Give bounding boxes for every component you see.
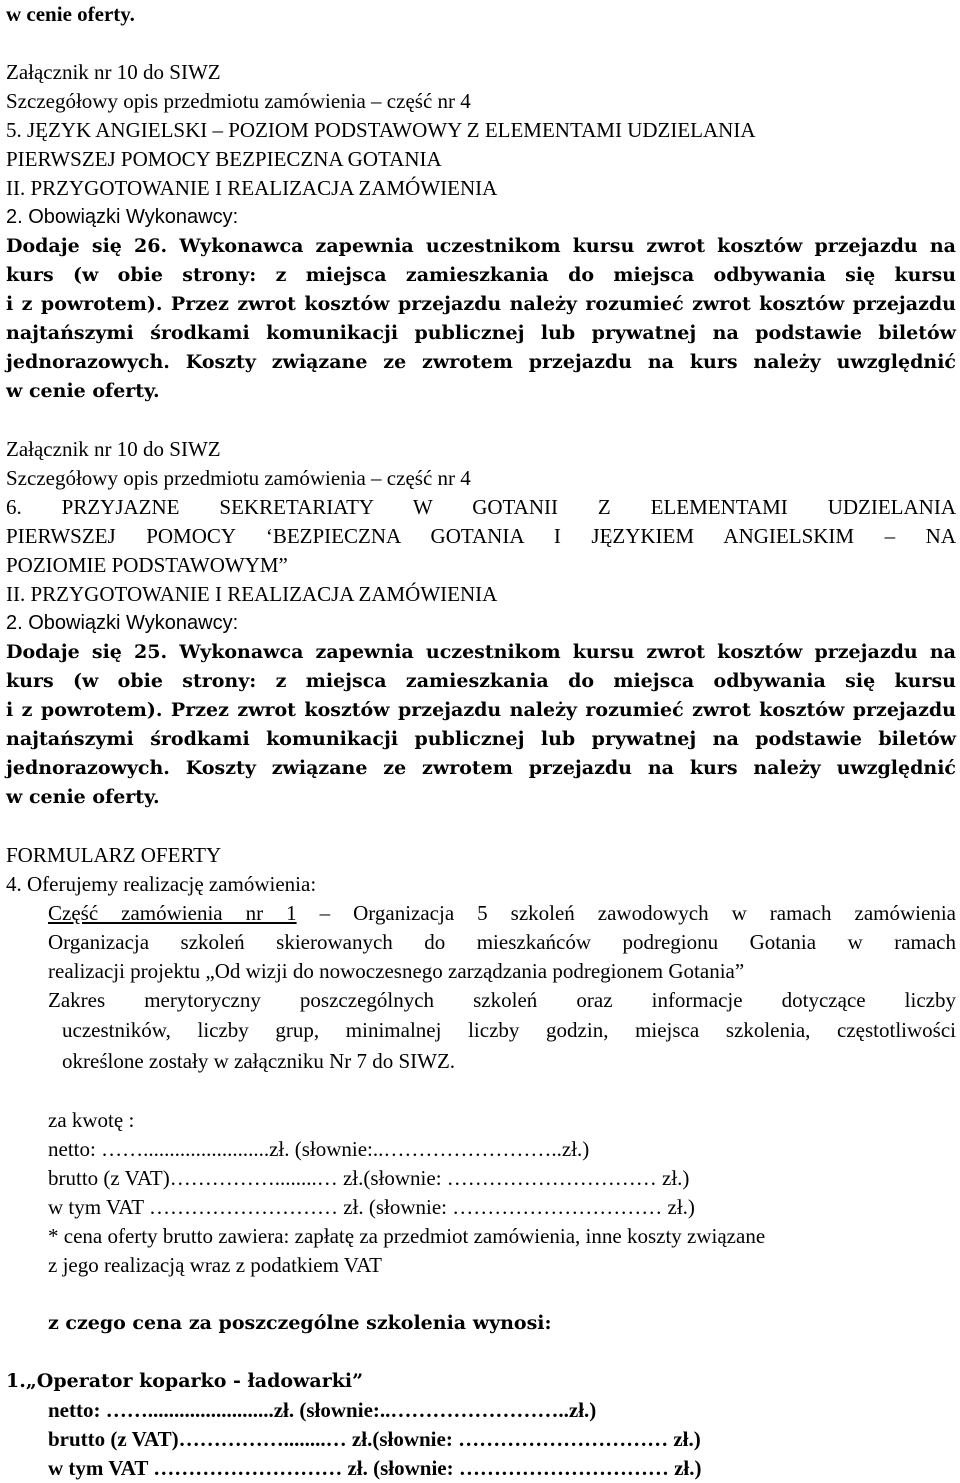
- vat-line: w tym VAT ……………………… zł. (słownie: ………………………… zł.): [48, 1195, 695, 1219]
- spacer: [6, 29, 956, 58]
- scope-line: określone zostały w załączniku Nr 7 do SIWZ.: [62, 1049, 456, 1073]
- annex-label: Załącznik nr 10 do SIWZ: [6, 437, 221, 461]
- spacer: [6, 812, 956, 841]
- section-title-line: PIERWSZEJ POMOCY ‘BEZPIECZNA GOTANIA I JĘZYKIEM ANGIELSKIM – NA: [6, 524, 956, 548]
- obligations-heading: 2. Obowiązki Wykonawcy:: [6, 612, 239, 634]
- spacer: [6, 1280, 956, 1309]
- brutto-line: brutto (z VAT)……………........… zł.(słownie: ………………………… zł.): [48, 1166, 690, 1190]
- para-line: kurs (w obie strony: z miejsca zamieszkania do miejsca odbywania się kursu: [6, 264, 956, 286]
- training-netto-line: netto: ……........................zł. (słownie:..……………………..zł.): [48, 1398, 597, 1422]
- chapter-heading: II. PRZYGOTOWANIE I REALIZACJA ZAMÓWIENIA: [6, 582, 498, 606]
- para-line: i z powrotem). Przez zwrot kosztów przejazdu należy rozumieć zwrot kosztów przejazdu: [6, 699, 956, 721]
- document-page: [6, 0, 956, 1483]
- section-title-line: 5. JĘZYK ANGIELSKI – POZIOM PODSTAWOWY Z ELEMENTAMI UDZIELANIA: [6, 118, 756, 142]
- para-line: najtańszymi środkami komunikacji publicznej lub prywatnej na podstawie biletów: [6, 322, 956, 344]
- note-line: z jego realizacją wraz z podatkiem VAT: [48, 1253, 382, 1277]
- para-line: Dodaje się 26. Wykonawca zapewnia uczestnikom kursu zwrot kosztów przejazdu na: [6, 235, 956, 257]
- breakdown-title: z czego cena za poszczególne szkolenia wynosi:: [48, 1312, 552, 1334]
- section-title-line: PIERWSZEJ POMOCY BEZPIECZNA GOTANIA: [6, 147, 442, 171]
- para-line: kurs (w obie strony: z miejsca zamieszkania do miejsca odbywania się kursu: [6, 670, 956, 692]
- netto-line: netto: ……........................zł. (słownie:..……………………..zł.): [48, 1137, 590, 1161]
- section-title-line: 6. PRZYJAZNE SEKRETARIATY W GOTANII Z ELEMENTAMI UDZIELANIA: [6, 495, 956, 519]
- para-line: Dodaje się 25. Wykonawca zapewnia uczestnikom kursu zwrot kosztów przejazdu na: [6, 641, 956, 663]
- spec-label: Szczegółowy opis przedmiotu zamówienia – część nr 4: [6, 466, 471, 490]
- part-label: Część zamówienia nr 1: [48, 901, 297, 925]
- para-line: jednorazowych. Koszty związane ze zwrotem przejazdu na kurs należy uwzględnić: [6, 757, 956, 779]
- section-title-line: POZIOMIE PODSTAWOWYM”: [6, 553, 288, 577]
- price-label: za kwotę :: [48, 1108, 135, 1132]
- para-line: jednorazowych. Koszty związane ze zwrotem przejazdu na kurs należy uwzględnić: [6, 351, 956, 373]
- top-fragment: w cenie oferty.: [6, 2, 135, 26]
- form-title: FORMULARZ OFERTY: [6, 843, 222, 867]
- training-brutto-line: brutto (z VAT)……………........… zł.(słownie: ………………………… zł.): [48, 1427, 701, 1451]
- section-1: [6, 58, 956, 406]
- part-description-line: Zakres merytoryczny poszczególnych szkoleń oraz informacje dotyczące liczby: [48, 988, 956, 1012]
- form-item: 4. Oferujemy realizację zamówienia:: [6, 872, 317, 896]
- part-description-line: Organizacja szkoleń skierowanych do mieszkańców podregionu Gotania w ramach: [48, 930, 956, 954]
- note-line: * cena oferty brutto zawiera: zapłatę za przedmiot zamówienia, inne koszty związane: [48, 1224, 766, 1248]
- section-2: [6, 435, 956, 812]
- part-description-line: realizacji projektu „Od wizji do nowoczesnego zarządzania podregionem Gotania”: [48, 959, 745, 983]
- annex-label: Załącznik nr 10 do SIWZ: [6, 60, 221, 84]
- para-line: w cenie oferty.: [6, 786, 160, 808]
- offer-form: [6, 841, 956, 1483]
- training-vat-line: w tym VAT ……………………… zł. (słownie: ………………………… zł.): [48, 1456, 702, 1480]
- para-line: najtańszymi środkami komunikacji publicznej lub prywatnej na podstawie biletów: [6, 728, 956, 750]
- scope-line: uczestników, liczby grup, minimalnej liczby godzin, miejsca szkolenia, częstotliwości: [62, 1018, 956, 1042]
- para-line: i z powrotem). Przez zwrot kosztów przejazdu należy rozumieć zwrot kosztów przejazdu: [6, 293, 956, 315]
- chapter-heading: II. PRZYGOTOWANIE I REALIZACJA ZAMÓWIENIA: [6, 176, 498, 200]
- spacer: [6, 1338, 956, 1367]
- obligations-heading: 2. Obowiązki Wykonawcy:: [6, 206, 239, 228]
- spacer: [6, 406, 956, 435]
- para-line: w cenie oferty.: [6, 380, 160, 402]
- spacer: [6, 1077, 956, 1106]
- part-text: – Organizacja 5 szkoleń zawodowych w ramach zamówienia: [296, 901, 956, 925]
- spec-label: Szczegółowy opis przedmiotu zamówienia – część nr 4: [6, 89, 471, 113]
- part-description-line: [6, 899, 956, 928]
- training-name: 1.„Operator koparko - ładowarki”: [6, 1370, 364, 1392]
